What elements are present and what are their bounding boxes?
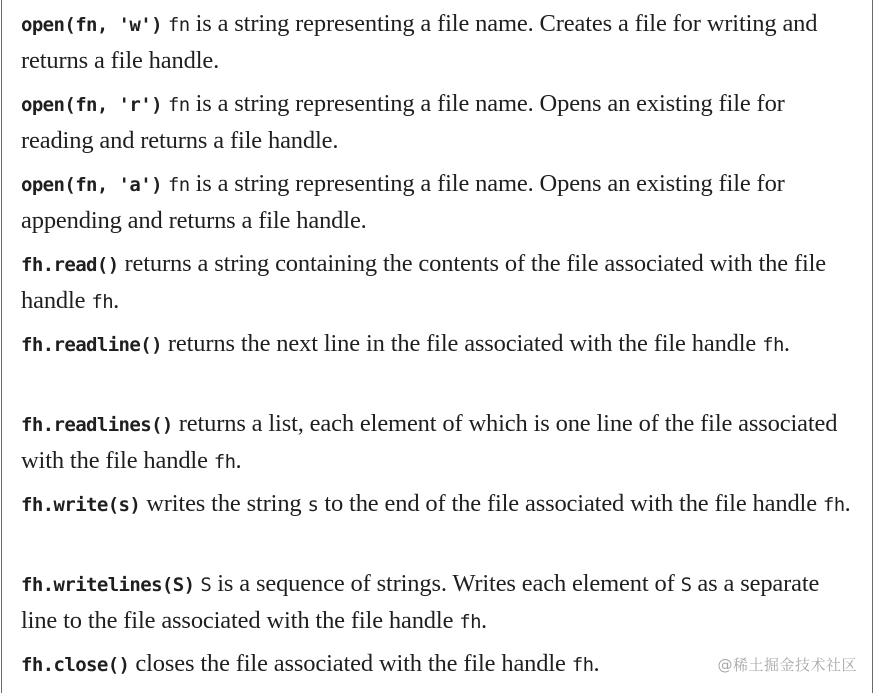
description-text: returns a list, each element of which is one line of the file associated with the file handle xyxy=(21,410,838,474)
reference-box xyxy=(1,0,873,693)
variable-name: fn xyxy=(167,94,190,116)
description-text: . xyxy=(235,447,242,474)
function-signature: fh.readlines() xyxy=(21,414,173,436)
variable-name: fh xyxy=(91,291,114,313)
description-text: closes the file associated with the file handle xyxy=(129,650,572,677)
watermark-text: @稀土掘金技术社区 xyxy=(717,656,857,674)
description-text: . xyxy=(593,650,600,677)
function-signature: fh.close() xyxy=(21,654,130,676)
entry-fh-readline xyxy=(21,326,851,363)
description-text: returns the next line in the file associated with the file handle xyxy=(161,330,763,357)
description-text: as a separate line to the file associated with the file handle xyxy=(21,570,820,634)
variable-name: S xyxy=(200,574,212,596)
variable-name: S xyxy=(680,574,692,596)
description-text: . xyxy=(113,287,120,314)
function-signature: open(fn, 'a') xyxy=(21,174,162,196)
variable-name: fn xyxy=(167,174,190,196)
function-signature: open(fn, 'w') xyxy=(21,14,162,36)
entry-fh-write xyxy=(21,486,851,523)
description-text: to the end of the file associated with the file handle xyxy=(318,490,823,517)
description-text: . xyxy=(783,330,790,357)
function-signature: fh.readline() xyxy=(21,334,162,356)
description-text: is a string representing a file name. Creates a file for writing and returns a file handle. xyxy=(21,10,818,74)
function-signature: open(fn, 'r') xyxy=(21,94,162,116)
description-text: is a sequence of strings. Writes each element of xyxy=(211,570,681,597)
variable-name: fh xyxy=(571,654,594,676)
entry-fh-read xyxy=(21,246,851,320)
variable-name: s xyxy=(307,494,319,516)
description-text: . xyxy=(480,607,487,634)
function-signature: fh.read() xyxy=(21,254,119,276)
function-signature: fh.writelines(S) xyxy=(21,574,195,596)
variable-name: fh xyxy=(459,611,481,633)
description-text: is a string representing a file name. Opens an existing file for reading and returns a file handle. xyxy=(21,90,785,154)
variable-name: fh xyxy=(213,451,236,473)
entry-open-append xyxy=(21,166,851,239)
entry-fh-readlines xyxy=(21,406,851,480)
function-signature: fh.write(s) xyxy=(21,494,141,516)
variable-name: fn xyxy=(167,14,190,36)
entry-open-write xyxy=(21,6,851,79)
variable-name: fh xyxy=(762,334,784,356)
description-text: is a string representing a file name. Opens an existing file for appending and returns a file handle. xyxy=(21,170,785,234)
description-text: . xyxy=(844,490,851,517)
description-text: writes the string xyxy=(140,490,308,517)
variable-name: fh xyxy=(822,494,845,516)
entry-open-read xyxy=(21,86,851,159)
description-text: returns a string containing the contents of the file associated with the file handle xyxy=(21,250,827,314)
entry-fh-writelines xyxy=(21,566,851,640)
